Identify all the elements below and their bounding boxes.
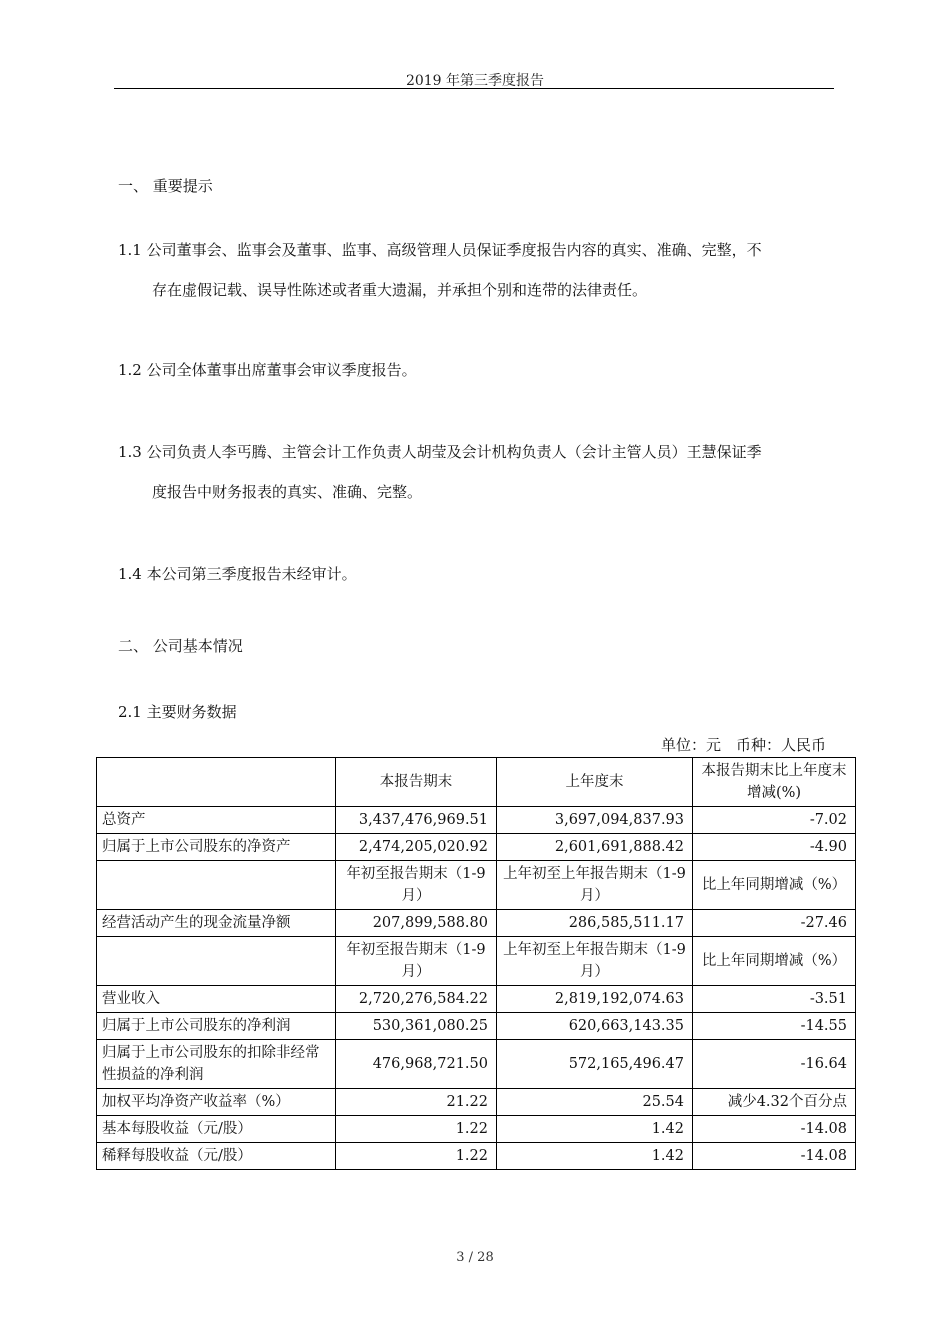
row-label: 总资产: [97, 807, 336, 834]
para-1-2: 1.2 公司全体董事出席董事会审议季度报告。: [118, 361, 417, 379]
header-cell: 年初至报告期末（1-9月）: [336, 861, 497, 910]
table-subheader-row: [97, 861, 856, 910]
header-cell: 上年初至上年报告期末（1-9月）: [497, 937, 693, 986]
value-cell: 286,585,511.17: [497, 910, 693, 937]
value-cell: -27.46: [693, 910, 856, 937]
value-cell: 572,165,496.47: [497, 1040, 693, 1089]
section-2-title: 二、 公司基本情况: [118, 637, 243, 655]
value-cell: 3,697,094,837.93: [497, 807, 693, 834]
table-row: [97, 834, 856, 861]
value-cell: 530,361,080.25: [336, 1013, 497, 1040]
para-1-1-line2: 存在虚假记载、误导性陈述或者重大遗漏，并承担个别和连带的法律责任。: [152, 281, 648, 299]
value-cell: 207,899,588.80: [336, 910, 497, 937]
row-label: 经营活动产生的现金流量净额: [97, 910, 336, 937]
value-cell: -14.08: [693, 1116, 856, 1143]
value-cell: 2,601,691,888.42: [497, 834, 693, 861]
para-1-4: 1.4 本公司第三季度报告未经审计。: [118, 565, 357, 583]
header-cell: 比上年同期增减（%）: [693, 937, 856, 986]
value-cell: 620,663,143.35: [497, 1013, 693, 1040]
table-row: [97, 1013, 856, 1040]
header-rule: [114, 88, 834, 89]
value-cell: 1.42: [497, 1116, 693, 1143]
row-label: 基本每股收益（元/股）: [97, 1116, 336, 1143]
table-header-row: [97, 758, 856, 807]
row-label: 归属于上市公司股东的净利润: [97, 1013, 336, 1040]
value-cell: 减少4.32个百分点: [693, 1089, 856, 1116]
value-cell: 3,437,476,969.51: [336, 807, 497, 834]
header-cell: 年初至报告期末（1-9月）: [336, 937, 497, 986]
value-cell: 1.22: [336, 1143, 497, 1170]
page-number: 3 / 28: [456, 1250, 494, 1265]
page-header-title: 2019 年第三季度报告: [405, 73, 545, 89]
value-cell: 25.54: [497, 1089, 693, 1116]
value-cell: 2,474,205,020.92: [336, 834, 497, 861]
para-1-1-line1: 1.1 公司董事会、监事会及董事、监事、高级管理人员保证季度报告内容的真实、准确、完整，不: [118, 241, 762, 259]
table-row: [97, 1116, 856, 1143]
header-cell: 本报告期末比上年度末增减(%): [693, 758, 856, 807]
table-row: [97, 1040, 856, 1089]
header-cell: 上年度末: [497, 758, 693, 807]
value-cell: 1.42: [497, 1143, 693, 1170]
value-cell: -14.55: [693, 1013, 856, 1040]
row-label: 稀释每股收益（元/股）: [97, 1143, 336, 1170]
financial-data-table: [96, 757, 856, 1170]
para-1-3-line2: 度报告中财务报表的真实、准确、完整。: [152, 483, 423, 501]
value-cell: -4.90: [693, 834, 856, 861]
value-cell: -7.02: [693, 807, 856, 834]
value-cell: -16.64: [693, 1040, 856, 1089]
value-cell: 2,819,192,074.63: [497, 986, 693, 1013]
value-cell: 476,968,721.50: [336, 1040, 497, 1089]
table-row: [97, 1143, 856, 1170]
header-cell: [97, 861, 336, 910]
section-2-1-title: 2.1 主要财务数据: [118, 703, 237, 721]
section-1-title: 一、 重要提示: [118, 177, 213, 195]
header-cell: 上年初至上年报告期末（1-9月）: [497, 861, 693, 910]
header-cell: [97, 758, 336, 807]
row-label: 加权平均净资产收益率（%）: [97, 1089, 336, 1116]
header-cell: [97, 937, 336, 986]
table-row: [97, 807, 856, 834]
header-cell: 比上年同期增减（%）: [693, 861, 856, 910]
value-cell: -3.51: [693, 986, 856, 1013]
para-1-3-line1: 1.3 公司负责人李丐腾、主管会计工作负责人胡莹及会计机构负责人（会计主管人员）王慧保证季: [118, 443, 762, 461]
table-row: [97, 986, 856, 1013]
currency-unit-note: 单位：元 币种：人民币: [660, 736, 826, 754]
value-cell: 21.22: [336, 1089, 497, 1116]
value-cell: 1.22: [336, 1116, 497, 1143]
table-row: [97, 910, 856, 937]
value-cell: 2,720,276,584.22: [336, 986, 497, 1013]
row-label: 归属于上市公司股东的净资产: [97, 834, 336, 861]
table-subheader-row: [97, 937, 856, 986]
value-cell: -14.08: [693, 1143, 856, 1170]
row-label: 营业收入: [97, 986, 336, 1013]
row-label: 归属于上市公司股东的扣除非经常性损益的净利润: [97, 1040, 336, 1089]
header-cell: 本报告期末: [336, 758, 497, 807]
table-row: [97, 1089, 856, 1116]
